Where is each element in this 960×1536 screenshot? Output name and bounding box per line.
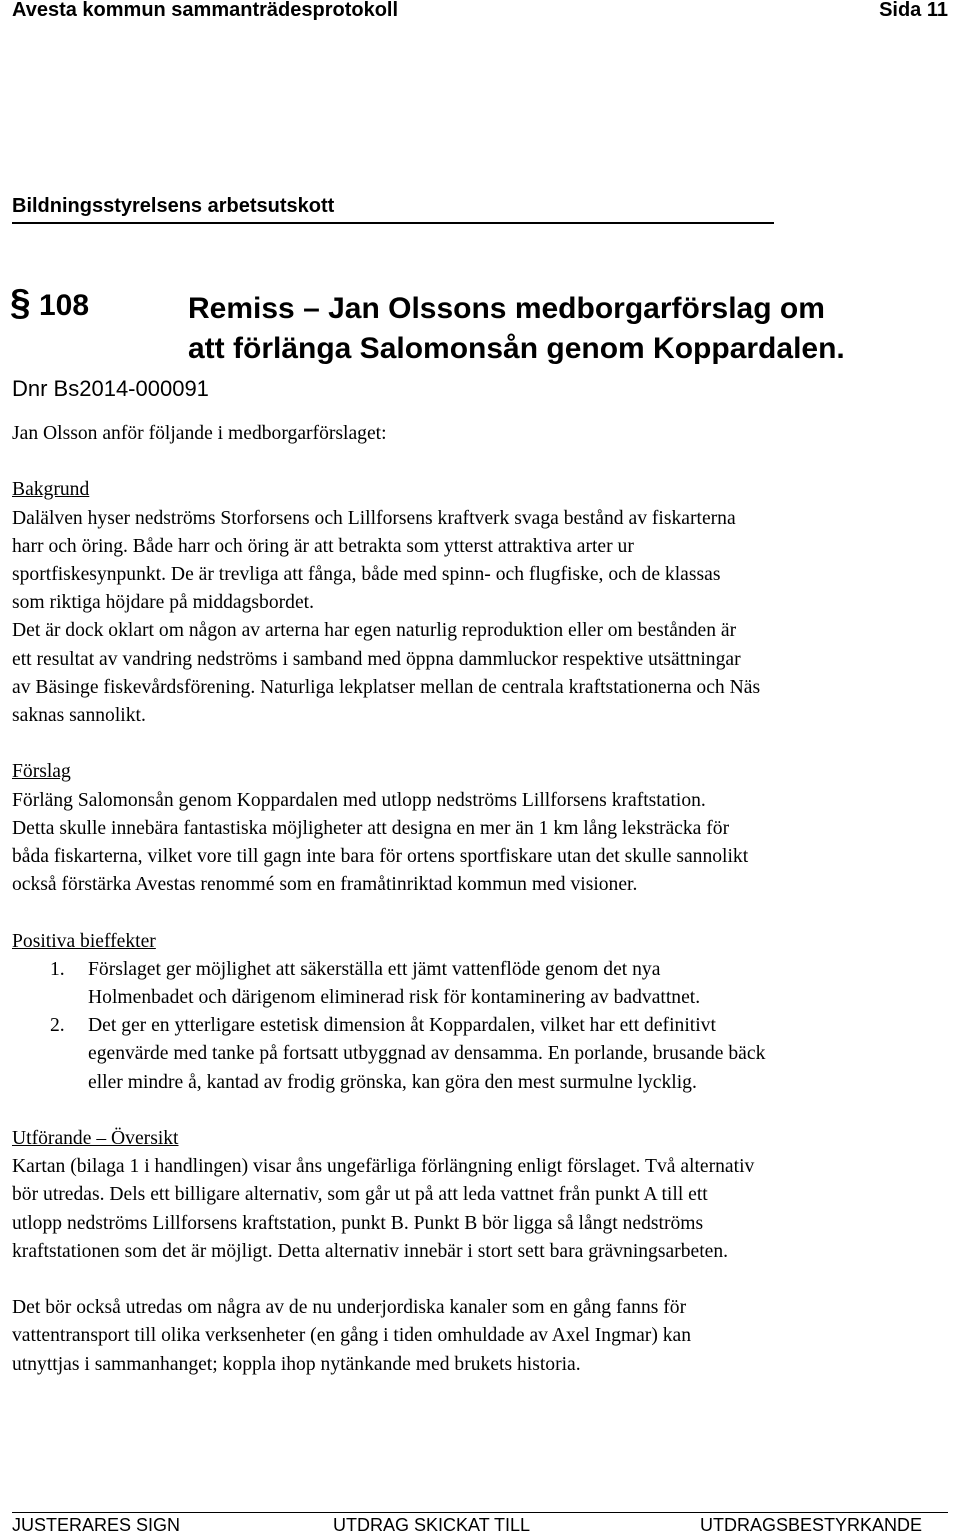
list-item-text: Det ger en ytterligare estetisk dimension åt Koppardalen, vilket har ett definitivt egenvärde med tanke på fortsatt utbyggnad av densamma. En porlande, brusande bäck eller mindre å, kantad av frodig grönska, kan göra den mest surmulne lycklig. [88, 1015, 766, 1093]
bakgrund-paragraph: Dalälven hyser nedströms Storforsens och Lillforsens kraftverk svaga bestånd av fiskarterna harr och öring. Både harr och öring är att betrakta som ytterst attraktiva arter ur sportfiskesynpunkt. De är trevliga att fånga, både med spinn- och flugfiske, och de klassas som riktiga höjdare på middagsbordet. Det är dock oklart om någon av arterna har egen naturlig reproduktion eller om bestånden är ett resultat av vandring nedströms i samband med öppna dammluckor respektive utsättningar av Bäsinge fiskevårdsförening. Naturliga lekplatser mellan de centrala kraftstationerna och Näs saknas sannolikt. [12, 507, 761, 727]
utforande-paragraph: Kartan (bilaga 1 i handlingen) visar åns ungefärliga förlängning enligt förslaget. Två alternativ bör utredas. Dels ett billigare alternativ, som går ut på att leda vattnet från punkt A till ett utlopp nedströms Lillforsens kraftstation, punkt B. Punkt B bör ligga så långt nedströms kraftstationen som det är möjligt. Detta alternativ innebär i stort sett bara grävningsarbeten. [12, 1156, 755, 1262]
positiva-list [12, 956, 942, 1097]
committee-underline [12, 222, 774, 224]
positiva-heading: Positiva bieffekter [12, 930, 156, 952]
utforande-heading: Utförande – Översikt [12, 1128, 179, 1150]
forslag-paragraph: Förläng Salomonsån genom Koppardalen med utlopp nedströms Lillforsens kraftstation. Detta skulle innebära fantastiska möjligheter att designa en mer än 1 km lång leksträcka för båda fiskarterna, vilket vore till gagn inte bara för ortens sportfiskare utan det skulle sannolikt också förstärka Avestas renommé som en framåtinriktad kommun med visioner. [12, 789, 749, 896]
list-item-text: Förslaget ger möjlighet att säkerställa ett jämt vattenflöde genom det nya Holmenbadet och därigenom eliminerad risk för kontaminering av badvattnet. [88, 958, 701, 1009]
footer-signature-label: JUSTERARES SIGN [12, 1515, 181, 1535]
footer-certification-label: UTDRAGSBESTYRKANDE [700, 1515, 923, 1535]
spacer [12, 448, 942, 476]
spacer [12, 899, 942, 927]
list-item [12, 956, 942, 1012]
committee-name: Bildningsstyrelsens arbetsutskott [12, 195, 335, 217]
document-body [12, 420, 942, 1379]
page-number: Sida 11 [879, 0, 948, 21]
intro-paragraph: Jan Olsson anför följande i medborgarförslaget: [12, 423, 387, 444]
diary-number: Dnr Bs2014-000091 [12, 376, 209, 401]
forslag-heading: Förslag [12, 761, 71, 783]
footer-sent-to-label: UTDRAG SKICKAT TILL [333, 1515, 531, 1535]
item-number: 108 [39, 289, 90, 322]
list-item [12, 1012, 942, 1097]
list-item-number: 1. [50, 958, 65, 980]
section-sign-icon: § [10, 282, 31, 323]
page-header [0, 0, 960, 26]
spacer [12, 1266, 942, 1294]
spacer [12, 1097, 942, 1125]
spacer [12, 730, 942, 758]
item-title [188, 289, 845, 369]
item-title-line-2: att förlänga Salomonsån genom Koppardalen. [188, 332, 845, 365]
bakgrund-heading: Bakgrund [12, 479, 90, 501]
item-title-line-1: Remiss – Jan Olssons medborgarförslag om [188, 292, 825, 325]
final-paragraph: Det bör också utredas om några av de nu underjordiska kanaler som en gång fanns för vattentransport till olika verksenheter (en gång i tiden omhuldade av Axel Ingmar) kan utnyttjas i sammanhanget; koppla ihop nytänkande med brukets historia. [12, 1297, 692, 1375]
footer-divider [12, 1512, 948, 1513]
list-item-number: 2. [50, 1015, 65, 1037]
document-title: Avesta kommun sammanträdesprotokoll [12, 0, 399, 21]
